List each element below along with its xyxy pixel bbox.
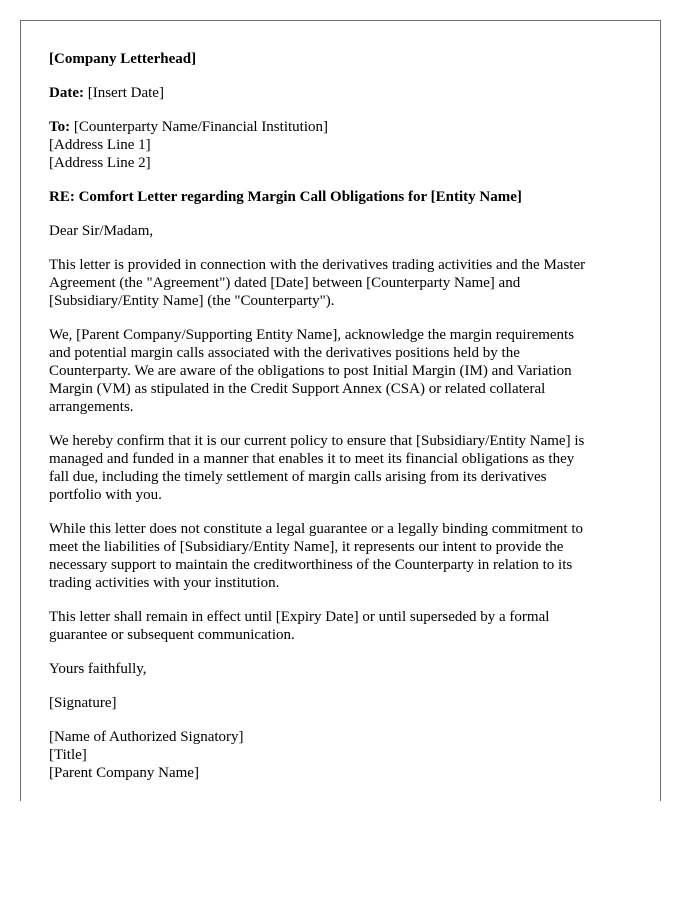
letter-body [49, 50, 634, 798]
signature-placeholder: [Signature] [49, 695, 117, 711]
salutation-block [49, 222, 634, 240]
letterhead-block [49, 50, 634, 68]
signatory-block [49, 728, 634, 782]
paragraph-4 [49, 520, 634, 592]
signatory-company: [Parent Company Name] [49, 765, 199, 781]
signatory-name: [Name of Authorized Signatory] [49, 729, 244, 745]
to-label: To: [49, 119, 71, 135]
paragraph-5 [49, 608, 634, 644]
date-value: [Insert Date] [87, 85, 164, 101]
paragraph-line: fall due, including the timely settlement of margin calls arising from its derivatives [49, 469, 547, 485]
paragraph-line: necessary support to maintain the creditworthiness of the Counterparty in relation to its [49, 557, 573, 573]
recipient-line [49, 118, 634, 136]
signatory-title: [Title] [49, 747, 87, 763]
paragraph-line: managed and funded in a manner that enables it to meet its financial obligations as they [49, 451, 575, 467]
date-label: Date: [49, 85, 84, 101]
paragraph-line: We hereby confirm that it is our current policy to ensure that [Subsidiary/Entity Name] is [49, 433, 585, 449]
address-line-1: [Address Line 1] [49, 137, 151, 153]
letter-page [20, 20, 661, 801]
subject-line: RE: Comfort Letter regarding Margin Call Obligations for [Entity Name] [49, 189, 522, 205]
paragraph-line: meet the liabilities of [Subsidiary/Entity Name], it represents our intent to provide the [49, 539, 564, 555]
paragraph-line: Agreement (the "Agreement") dated [Date] between [Counterparty Name] and [49, 275, 521, 291]
paragraph-line: This letter is provided in connection with the derivatives trading activities and the Master [49, 257, 586, 273]
address-line-2: [Address Line 2] [49, 155, 151, 171]
paragraph-line: We, [Parent Company/Supporting Entity Name], acknowledge the margin requirements [49, 327, 575, 343]
paragraph-line: and potential margin calls associated with the derivatives positions held by the [49, 345, 520, 361]
salutation: Dear Sir/Madam, [49, 223, 154, 239]
paragraph-line: [Subsidiary/Entity Name] (the "Counterparty"). [49, 293, 335, 309]
paragraph-line: Counterparty. We are aware of the obligations to post Initial Margin (IM) and Variation [49, 363, 572, 379]
paragraph-line: arrangements. [49, 399, 134, 415]
signature-block [49, 694, 634, 712]
closing-block [49, 660, 634, 678]
paragraph-line: trading activities with your institution. [49, 575, 280, 591]
paragraph-line: guarantee or subsequent communication. [49, 627, 295, 643]
paragraph-2 [49, 326, 634, 416]
paragraph-line: This letter shall remain in effect until [Expiry Date] or until superseded by a formal [49, 609, 550, 625]
paragraph-3 [49, 432, 634, 504]
date-line [49, 84, 634, 102]
paragraph-1 [49, 256, 634, 310]
recipient-name: [Counterparty Name/Financial Institution] [73, 119, 328, 135]
recipient-block [49, 118, 634, 172]
paragraph-line: portfolio with you. [49, 487, 162, 503]
subject-block [49, 188, 634, 206]
paragraph-line: While this letter does not constitute a legal guarantee or a legally binding commitment to [49, 521, 584, 537]
company-letterhead: [Company Letterhead] [49, 51, 197, 67]
date-block [49, 84, 634, 102]
closing: Yours faithfully, [49, 661, 147, 677]
paragraph-line: Margin (VM) as stipulated in the Credit Support Annex (CSA) or related collateral [49, 381, 546, 397]
